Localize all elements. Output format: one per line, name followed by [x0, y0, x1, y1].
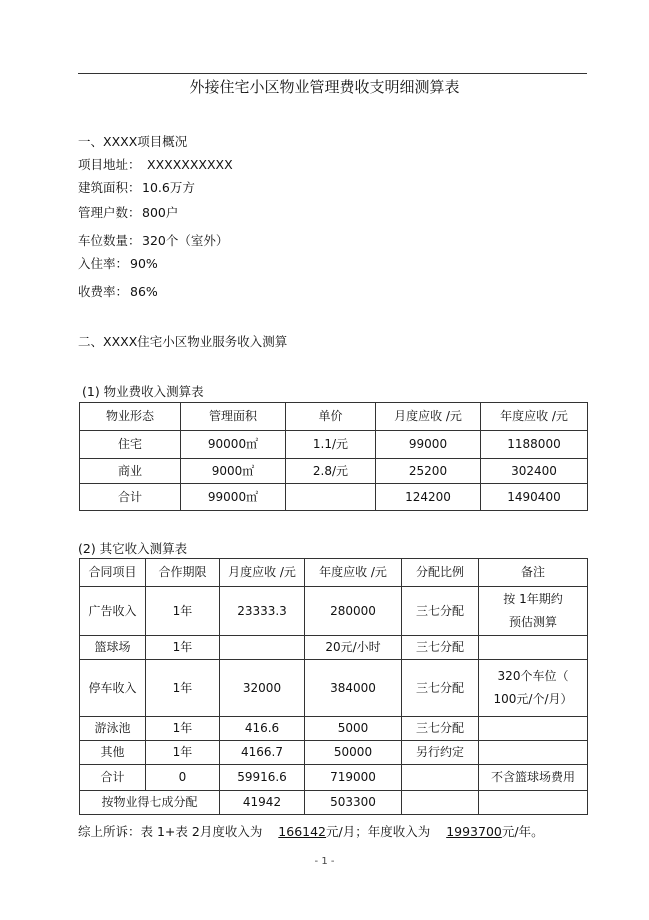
table2-cell: 32000: [220, 660, 305, 717]
table2-cell: 不含篮球场费用: [479, 765, 588, 791]
households-value: 800户: [142, 205, 179, 220]
table1-cell: 商业: [80, 459, 181, 484]
table1-cell: 25200: [376, 459, 481, 484]
table1-cell: 1.1/元: [286, 431, 376, 459]
section2-heading: 二、XXXX住宅小区物业服务收入测算: [78, 334, 288, 349]
table2-cell: 广告收入: [80, 587, 146, 636]
table1-header-cell: 物业形态: [80, 403, 181, 431]
table2-cell: 1年: [146, 717, 220, 741]
table1-header-row: [80, 403, 588, 431]
table2-cell: 篮球场: [80, 636, 146, 660]
table2-cell: 4166.7: [220, 741, 305, 765]
table1-cell: 合计: [80, 484, 181, 511]
table2-cell: 游泳池: [80, 717, 146, 741]
section1-heading: 一、XXXX项目概况: [78, 134, 188, 149]
table1-cell: 2.8/元: [286, 459, 376, 484]
document-title: 外接住宅小区物业管理费收支明细测算表: [189, 78, 460, 96]
table2-cell: 合计: [80, 765, 146, 791]
table2-cell: 1年: [146, 636, 220, 660]
table2-cell: 503300: [305, 791, 402, 815]
table1-cell: 90000㎡: [181, 431, 286, 459]
parking-value: 320个（室外）: [142, 233, 229, 248]
table2-cell: [479, 791, 588, 815]
header-rule: [78, 73, 587, 74]
table-row: [80, 587, 588, 636]
table2-cell: 三七分配: [402, 587, 479, 636]
table-row: [80, 636, 588, 660]
table2-cell: [479, 741, 588, 765]
table2-cell: 1年: [146, 660, 220, 717]
table1-cell: 99000㎡: [181, 484, 286, 511]
table2-cell: 50000: [305, 741, 402, 765]
table2-caption: (2) 其它收入测算表: [78, 541, 188, 556]
table2-cell: 另行约定: [402, 741, 479, 765]
table2-header-cell: 月度应收 /元: [220, 559, 305, 587]
table2-cell: [479, 636, 588, 660]
occupancy-value: 90%: [130, 256, 158, 271]
table2-cell: 0: [146, 765, 220, 791]
table1-cell: 1188000: [481, 431, 588, 459]
page-number: - 1 -: [314, 856, 335, 867]
table2-cell: 5000: [305, 717, 402, 741]
other-income-table: [79, 558, 588, 815]
table1-cell: 99000: [376, 431, 481, 459]
table2-cell: 320个车位（ 100元/个/月）: [479, 660, 588, 717]
table2-cell: [402, 765, 479, 791]
summary-line: [78, 826, 544, 839]
table2-cell: 41942: [220, 791, 305, 815]
area-value: 10.6万方: [142, 180, 195, 195]
table1-cell: 124200: [376, 484, 481, 511]
table1-cell: [286, 484, 376, 511]
table2-cell: 三七分配: [402, 717, 479, 741]
collection-label: 收费率：: [78, 284, 129, 299]
table2-header-cell: 合同项目: [80, 559, 146, 587]
table2-cell: 1年: [146, 741, 220, 765]
table1-cell: 9000㎡: [181, 459, 286, 484]
table-row: [80, 484, 588, 511]
table-row: [80, 791, 588, 815]
table2-header-row: [80, 559, 588, 587]
table2-cell: 384000: [305, 660, 402, 717]
households-label: 管理户数：: [78, 205, 141, 220]
address-value: XXXXXXXXXX: [147, 157, 233, 172]
table1-cell: 住宅: [80, 431, 181, 459]
table2-header-cell: 分配比例: [402, 559, 479, 587]
table2-cell: 20元/小时: [305, 636, 402, 660]
table1-caption: (1) 物业费收入测算表: [82, 384, 204, 399]
table1-header-cell: 管理面积: [181, 403, 286, 431]
table2-cell: 280000: [305, 587, 402, 636]
table2-cell: 三七分配: [402, 660, 479, 717]
table1-header-cell: 年度应收 /元: [481, 403, 588, 431]
table2-header-cell: 年度应收 /元: [305, 559, 402, 587]
table2-cell: 719000: [305, 765, 402, 791]
table2-header-cell: 合作期限: [146, 559, 220, 587]
table-row: [80, 765, 588, 791]
table-row: [80, 741, 588, 765]
table2-cell: [402, 791, 479, 815]
table2-cell: 按 1年期约预估测算: [479, 587, 588, 636]
table1-cell: 1490400: [481, 484, 588, 511]
collection-value: 86%: [130, 284, 158, 299]
table-row: [80, 717, 588, 741]
annual-income-value: 1993700: [446, 824, 502, 839]
table2-cell: [220, 636, 305, 660]
summary-prefix: 综上所诉：表 1+表 2月度收入为: [78, 824, 263, 839]
table2-cell: 1年: [146, 587, 220, 636]
monthly-income-value: 166142: [278, 824, 327, 839]
monthly-unit: 元/月；年度收入为: [326, 824, 431, 839]
parking-label: 车位数量：: [78, 233, 141, 248]
table1-cell: 302400: [481, 459, 588, 484]
table2-cell: 按物业得七成分配: [80, 791, 220, 815]
table2-cell: [479, 717, 588, 741]
property-fee-table: [79, 402, 588, 511]
address-label: 项目地址：: [78, 157, 141, 172]
table2-cell: 三七分配: [402, 636, 479, 660]
table2-cell: 其他: [80, 741, 146, 765]
table1-header-cell: 单价: [286, 403, 376, 431]
table2-cell: 23333.3: [220, 587, 305, 636]
table2-cell: 416.6: [220, 717, 305, 741]
table2-cell: 59916.6: [220, 765, 305, 791]
table-row: [80, 660, 588, 717]
area-label: 建筑面积：: [78, 180, 141, 195]
table-row: [80, 431, 588, 459]
table2-header-cell: 备注: [479, 559, 588, 587]
annual-unit: 元/年。: [501, 824, 544, 839]
table1-header-cell: 月度应收 /元: [376, 403, 481, 431]
table-row: [80, 459, 588, 484]
table2-cell: 停车收入: [80, 660, 146, 717]
occupancy-label: 入住率：: [78, 256, 129, 271]
